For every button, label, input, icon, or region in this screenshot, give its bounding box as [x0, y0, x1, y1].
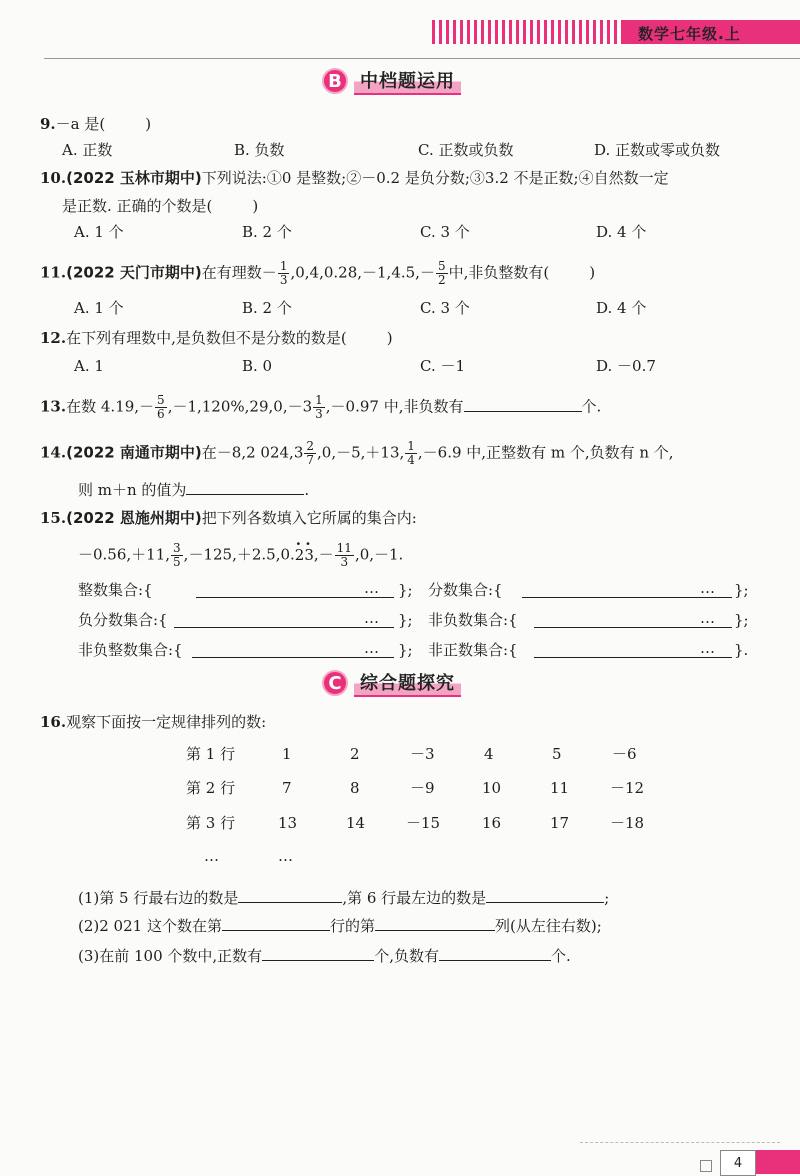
- header-title: 数学七年级.上: [638, 25, 741, 43]
- section-c-heading: [322, 668, 461, 698]
- answer-blank[interactable]: [222, 914, 330, 931]
- answer-blank[interactable]: [375, 914, 495, 931]
- set-fractions: 分数集合:{: [428, 581, 503, 599]
- q10-option-c: C. 3 个: [420, 223, 470, 241]
- cell: 4: [484, 745, 494, 763]
- question-10-line2: 是正数. 正确的个数是( ): [62, 197, 259, 215]
- question-12: 12.在下列有理数中,是负数但不是分数的数是( ): [40, 329, 393, 347]
- q11-option-c: C. 3 个: [420, 299, 470, 317]
- fraction: $\frac{1}{3}$: [315, 393, 323, 421]
- cell: 14: [346, 814, 366, 832]
- fraction: $\frac{2}{7}$: [306, 439, 315, 467]
- set-negative-fractions-blank[interactable]: [174, 627, 394, 628]
- row-label: 第 2 行: [186, 779, 236, 797]
- q9-option-c: C. 正数或负数: [418, 141, 514, 159]
- fraction: $\frac{5}{6}$: [157, 393, 165, 421]
- section-b-heading: [322, 66, 461, 96]
- set-integers: 整数集合:{: [78, 581, 153, 599]
- q10-option-d: D. 4 个: [596, 223, 647, 241]
- cell: －3: [410, 745, 435, 763]
- cell: 11: [550, 779, 570, 797]
- answer-blank[interactable]: [262, 944, 374, 961]
- cell: 13: [278, 814, 298, 832]
- cell: 7: [282, 779, 292, 797]
- cell: －18: [610, 814, 645, 832]
- cell: 10: [482, 779, 502, 797]
- fraction: $\frac{11}{3}$: [336, 541, 352, 569]
- question-14-line2: 则 m＋n 的值为 .: [78, 478, 309, 500]
- q16-part-2: (2)2 021 这个数在第 行的第 列(从左往右数);: [78, 914, 602, 936]
- fraction: $\frac{1}{3}$: [279, 259, 288, 287]
- answer-blank[interactable]: [439, 944, 551, 961]
- fraction: $\frac{3}{5}$: [173, 541, 181, 569]
- question-11: 11.(2022 天门市期中)在有理数－ $\frac{1}{3}$ ,0,4,0.28,－1,4.5,－ $\frac{5}{2}$ 中,非负整数有( ): [40, 259, 596, 287]
- cell: －9: [410, 779, 435, 797]
- answer-blank[interactable]: [186, 478, 304, 495]
- section-b-badge: B: [322, 68, 348, 94]
- q9-option-b: B. 负数: [234, 141, 285, 159]
- cell: 17: [550, 814, 570, 832]
- fraction: $\frac{1}{4}$: [407, 439, 415, 467]
- q9-option-d: D. 正数或零或负数: [594, 141, 721, 159]
- section-b-title: 中档题运用: [354, 67, 461, 95]
- q12-option-a: A. 1: [74, 357, 104, 375]
- question-10: 10.(2022 玉林市期中)下列说法:①0 是整数;②－0.2 是负分数;③3.2 不是正数;④自然数一定: [40, 169, 669, 187]
- question-9: 9.－a 是( ): [40, 115, 152, 133]
- q16-part-3: (3)在前 100 个数中,正数有 个,负数有 个.: [78, 944, 571, 966]
- answer-blank[interactable]: [486, 886, 604, 903]
- question-15-numbers: －0.56,＋11, $\frac{3}{5}$ ,－125,＋2.5,0.· 2· 3,－ $\frac{11}{3}$ ,0,－1.: [78, 542, 403, 569]
- q11-option-a: A. 1 个: [74, 299, 124, 317]
- cell: 1: [282, 745, 292, 763]
- set-negative-fractions: 负分数集合:{: [78, 611, 168, 629]
- answer-blank[interactable]: [238, 886, 342, 903]
- question-15: 15.(2022 恩施州期中)把下列各数填入它所属的集合内:: [40, 509, 417, 527]
- page-number: 4: [720, 1150, 756, 1176]
- footer-rule: [580, 1142, 780, 1143]
- cell: 2: [350, 745, 360, 763]
- header-rule: [44, 58, 800, 59]
- set-nonnegative: 非负数集合:{: [428, 611, 518, 629]
- q12-option-b: B. 0: [242, 357, 273, 375]
- repeating-digit: · 3: [304, 545, 314, 565]
- answer-blank[interactable]: [464, 395, 582, 412]
- row-label: 第 3 行: [186, 814, 236, 832]
- header-stripes: [432, 20, 622, 44]
- set-nonnegative-integers: 非负整数集合:{: [78, 641, 183, 659]
- cell: 16: [482, 814, 502, 832]
- footer-bar: [756, 1150, 800, 1174]
- fraction: $\frac{5}{2}$: [437, 259, 446, 287]
- ellipsis: …: [204, 847, 219, 865]
- section-c-title: 综合题探究: [354, 669, 461, 697]
- cell: 8: [350, 779, 360, 797]
- q11-option-d: D. 4 个: [596, 299, 647, 317]
- q12-option-c: C. －1: [420, 357, 466, 375]
- footer-square-icon: [700, 1160, 712, 1172]
- cell: －12: [610, 779, 645, 797]
- cell: －15: [406, 814, 441, 832]
- row-label: 第 1 行: [186, 745, 236, 763]
- question-13: 13.在数 4.19,－ $\frac{5}{6}$ ,－1,120%,29,0,－3 $\frac{1}{3}$ ,－0.97 中,非负数有 个.: [40, 393, 602, 421]
- cell: －6: [612, 745, 637, 763]
- q16-part-1: (1)第 5 行最右边的数是 ,第 6 行最左边的数是 ;: [78, 886, 609, 908]
- question-16: 16.观察下面按一定规律排列的数:: [40, 713, 267, 731]
- q9-option-a: A. 正数: [62, 141, 113, 159]
- q12-option-d: D. －0.7: [596, 357, 656, 375]
- repeating-digit: · 2: [295, 545, 305, 565]
- q11-option-b: B. 2 个: [242, 299, 292, 317]
- section-c-badge: C: [322, 670, 348, 696]
- ellipsis: …: [278, 847, 293, 865]
- question-14: 14.(2022 南通市期中)在－8,2 024,3 $\frac{2}{7}$ ,0,－5,＋13, $\frac{1}{4}$ ,－6.9 中,正整数有 m 个,负数有 n 个,: [40, 439, 674, 467]
- q10-option-a: A. 1 个: [74, 223, 124, 241]
- set-nonpositive: 非正数集合:{: [428, 641, 518, 659]
- q10-option-b: B. 2 个: [242, 223, 292, 241]
- cell: 5: [552, 745, 562, 763]
